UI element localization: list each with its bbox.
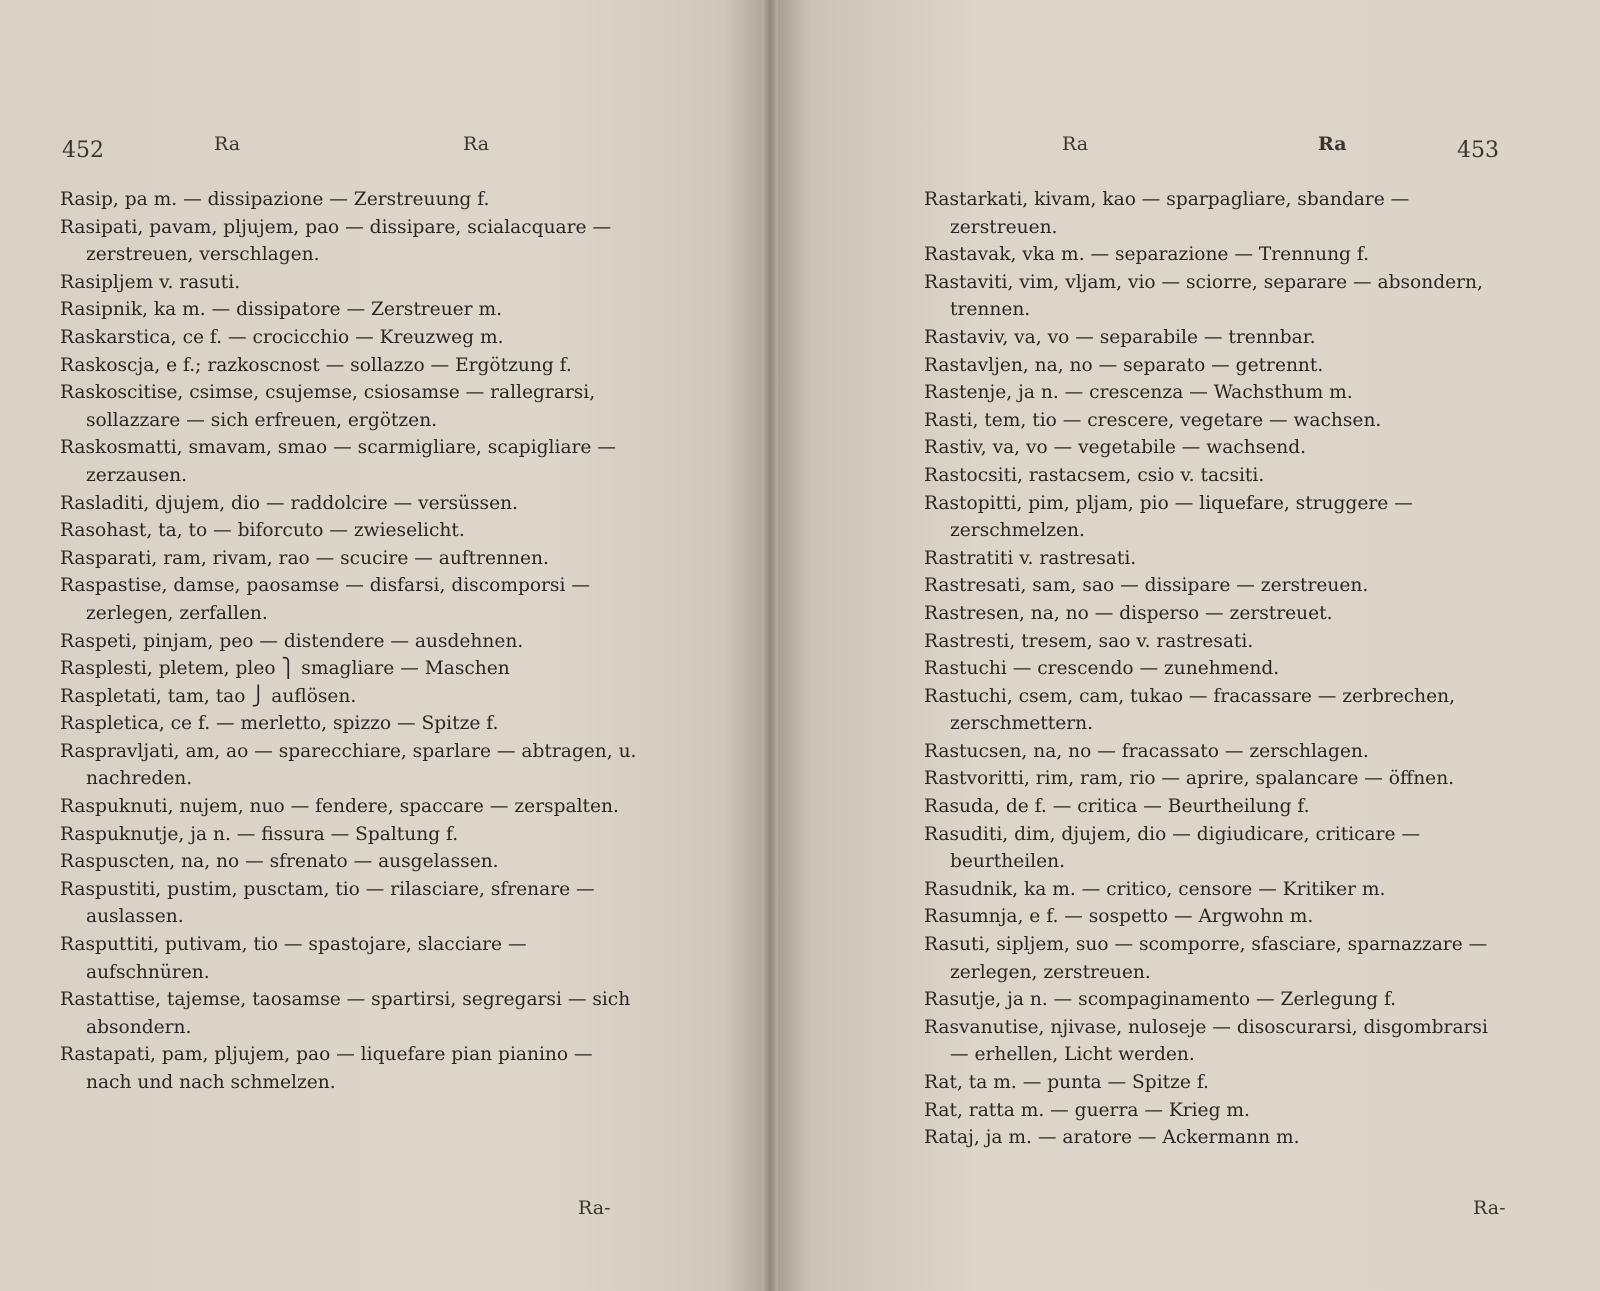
dictionary-entry: Rasipljem v. rasuti. bbox=[60, 271, 241, 293]
dictionary-entry: Raspravljati, am, ao — sparecchiare, sparlare — abtragen, u. nachreden. bbox=[60, 740, 643, 790]
dictionary-entry: Rastenje, ja n. — crescenza — Wachsthum m. bbox=[924, 382, 1353, 404]
dictionary-entry: Rastavak, vka m. — separazione — Trennung f. bbox=[924, 244, 1369, 266]
dictionary-entry: Raspustiti, pustim, pusctam, tio — rilasciare, sfrenare — auslassen. bbox=[60, 878, 601, 928]
dictionary-entry: Rastocsiti, rastacsem, csio v. tacsiti. bbox=[924, 464, 1265, 486]
dictionary-entry: Rasutje, ja n. — scompaginamento — Zerlegung f. bbox=[924, 989, 1397, 1011]
left-entry-list bbox=[60, 186, 643, 1097]
dictionary-entry: Rastresen, na, no — disperso — zerstreuet. bbox=[924, 602, 1333, 624]
right-page-number: 453 bbox=[1457, 138, 1499, 163]
dictionary-entry: Rat, ratta m. — guerra — Krieg m. bbox=[924, 1099, 1250, 1121]
dictionary-entry: Raskarstica, ce f. — crocicchio — Kreuzweg m. bbox=[60, 326, 504, 348]
dictionary-entry: Raspastise, damse, paosamse — disfarsi, discomporsi — zerlegen, zerfallen. bbox=[60, 575, 596, 624]
right-catchword: Ra- bbox=[1473, 1197, 1506, 1219]
dictionary-entry: Raskoscja, e f.; razkoscnost — sollazzo — Ergötzung f. bbox=[60, 354, 572, 376]
dictionary-entry: Rasuditi, dim, djujem, dio — digiudicare, criticare — beurtheilen. bbox=[924, 823, 1426, 873]
dictionary-entry: Rasumnja, e f. — sospetto — Argwohn m. bbox=[924, 906, 1314, 928]
left-catchword: Ra- bbox=[578, 1197, 611, 1219]
dictionary-entry: Rastresti, tresem, sao v. rastresati. bbox=[924, 630, 1254, 652]
dictionary-entry: Rastvoritti, rim, ram, rio — aprire, spalancare — öffnen. bbox=[924, 768, 1455, 790]
dictionary-entry: Rastucsen, na, no — fracassato — zerschlagen. bbox=[924, 740, 1369, 762]
dictionary-entry: Rasuti, sipljem, suo — scomporre, sfasciare, sparnazzare — zerlegen, zerstreuen. bbox=[924, 934, 1494, 983]
dictionary-entry: Raspuknuti, nujem, nuo — fendere, spaccare — zerspalten. bbox=[60, 796, 619, 818]
left-running-head-right: Ra bbox=[463, 133, 490, 155]
book-gutter bbox=[762, 0, 778, 1291]
dictionary-entry: Rasputtiti, putivam, tio — spastojare, slacciare — aufschnüren. bbox=[60, 934, 533, 983]
left-running-head-left: Ra bbox=[214, 133, 241, 155]
dictionary-entry: Rastuchi — crescendo — zunehmend. bbox=[924, 658, 1280, 680]
dictionary-entry: Raspletica, ce f. — merletto, spizzo — Spitze f. bbox=[60, 713, 499, 735]
dictionary-entry: Rasparati, ram, rivam, rao — scucire — auftrennen. bbox=[60, 547, 549, 569]
dictionary-entry: Rastarkati, kivam, kao — sparpagliare, sbandare — zerstreuen. bbox=[924, 189, 1416, 238]
dictionary-entry: Rasuda, de f. — critica — Beurtheilung f. bbox=[924, 796, 1310, 818]
dictionary-entry: Rastaviv, va, vo — separabile — trennbar. bbox=[924, 326, 1316, 348]
right-entry-list bbox=[924, 186, 1504, 1152]
dictionary-entry: Rastopitti, pim, pljam, pio — liquefare, struggere — zerschmelzen. bbox=[924, 492, 1419, 542]
dictionary-entry: Rastiv, va, vo — vegetabile — wachsend. bbox=[924, 437, 1307, 459]
dictionary-entry: Rastratiti v. rastresati. bbox=[924, 547, 1137, 569]
dictionary-entry: Rataj, ja m. — aratore — Ackermann m. bbox=[924, 1127, 1300, 1149]
dictionary-entry: Rasti, tem, tio — crescere, vegetare — wachsen. bbox=[924, 409, 1382, 431]
right-running-head-left: Ra bbox=[1062, 133, 1089, 155]
dictionary-entry: Rasipati, pavam, pljujem, pao — dissipare, scialacquare — zerstreuen, verschlagen. bbox=[60, 216, 617, 266]
dictionary-entry: Rastaviti, vim, vljam, vio — sciorre, separare — absondern, trennen. bbox=[924, 271, 1489, 321]
dictionary-entry: Raskosmatti, smavam, smao — scarmigliare, scapigliare — zerzausen. bbox=[60, 437, 622, 486]
dictionary-entry: Rasvanutise, njivase, nuloseje — disoscurarsi, disgombrarsi — erhellen, Licht werden. bbox=[924, 1016, 1494, 1066]
dictionary-entry: Rastapati, pam, pljujem, pao — liquefare pian pianino — nach und nach schmelzen. bbox=[60, 1044, 599, 1093]
dictionary-entry: Rasudnik, ka m. — critico, censore — Kritiker m. bbox=[924, 878, 1386, 900]
dictionary-entry: Rasohast, ta, to — biforcuto — zwieselicht. bbox=[60, 520, 465, 542]
dictionary-entry: Rasladiti, djujem, dio — raddolcire — versüssen. bbox=[60, 492, 518, 514]
dictionary-entry: Rastattise, tajemse, taosamse — spartirsi, segregarsi — sich absondern. bbox=[60, 989, 637, 1038]
dictionary-entry: Raspuscten, na, no — sfrenato — ausgelassen. bbox=[60, 851, 499, 873]
dictionary-entry: Rasip, pa m. — dissipazione — Zerstreuung f. bbox=[60, 189, 490, 210]
dictionary-entry: Raspletati, tam, tao ⎭ auflösen. bbox=[60, 685, 357, 707]
left-page-number: 452 bbox=[62, 138, 104, 163]
dictionary-entry: Raskoscitise, csimse, csujemse, csiosamse — rallegrarsi, sollazzare — sich erfreuen, ergötzen. bbox=[60, 382, 602, 431]
right-running-head-right: Ra bbox=[1318, 133, 1347, 155]
dictionary-entry: Rastresati, sam, sao — dissipare — zerstreuen. bbox=[924, 575, 1369, 597]
dictionary-entry: Rat, ta m. — punta — Spitze f. bbox=[924, 1072, 1209, 1093]
dictionary-entry: Rasplesti, pletem, pleo ⎫ smagliare — Maschen bbox=[60, 658, 510, 680]
dictionary-entry: Rasipnik, ka m. — dissipatore — Zerstreuer m. bbox=[60, 299, 503, 321]
dictionary-entry: Rastuchi, csem, cam, tukao — fracassare — zerbrechen, zerschmettern. bbox=[924, 685, 1461, 735]
dictionary-entry: Raspuknutje, ja n. — fissura — Spaltung f. bbox=[60, 823, 459, 845]
dictionary-entry: Rastavljen, na, no — separato — getrennt. bbox=[924, 354, 1324, 376]
dictionary-entry: Raspeti, pinjam, peo — distendere — ausdehnen. bbox=[60, 630, 524, 652]
